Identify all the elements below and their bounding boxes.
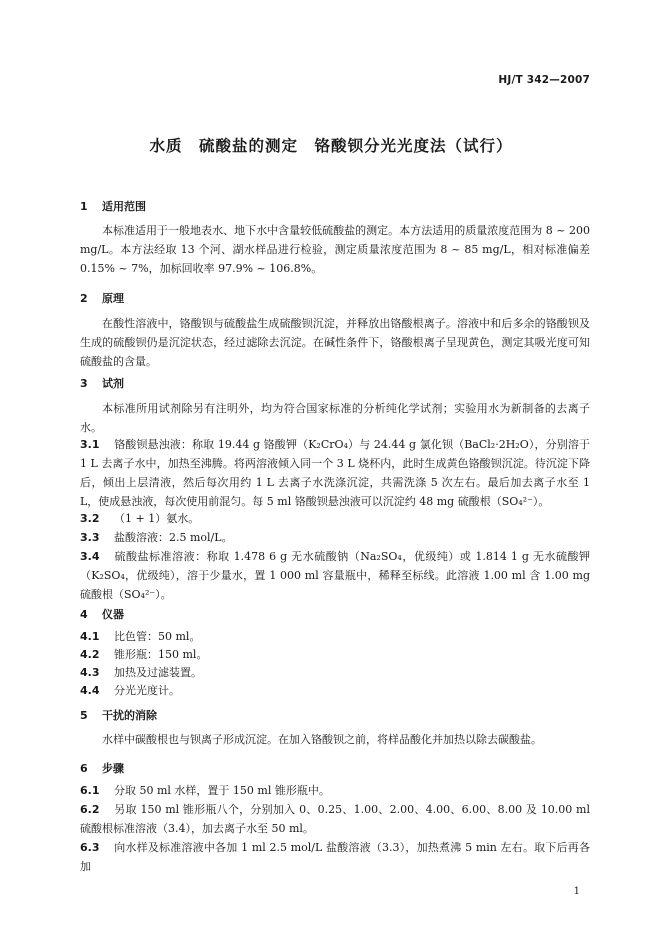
section-title: 试剂 [102, 377, 124, 390]
clause-4-2 [80, 645, 590, 664]
section-number: 2 [80, 292, 88, 305]
clause-text: 分取 50 ml 水样，置于 150 ml 锥形瓶中。 [114, 784, 330, 797]
clause-4-3 [80, 663, 590, 682]
clause-number: 6.2 [80, 803, 100, 816]
clause-4-1 [80, 627, 590, 646]
clause-text: （1 + 1）氨水。 [114, 512, 200, 525]
section-number: 4 [80, 608, 88, 621]
clause-number: 6.1 [80, 784, 100, 797]
clause-6-3 [80, 838, 590, 876]
clause-number: 4.1 [80, 630, 100, 643]
clause-3-2 [80, 509, 590, 528]
clause-number: 3.2 [80, 512, 100, 525]
clause-text: 加热及过滤装置。 [114, 666, 202, 679]
clause-number: 6.3 [80, 841, 100, 854]
clause-text: 锥形瓶：150 ml。 [114, 648, 208, 661]
section-5-heading [80, 707, 157, 723]
clause-text: 比色管：50 ml。 [114, 630, 201, 643]
clause-number: 3.3 [80, 531, 100, 544]
clause-text: 向水样及标准溶液中各加 1 ml 2.5 mol/L 盐酸溶液（3.3），加热煮沸 5 min 左右。取下后再各加 [80, 841, 590, 873]
clause-number: 3.4 [80, 550, 100, 563]
section-title: 步骤 [102, 762, 124, 775]
clause-text: 另取 150 ml 锥形瓶八个，分别加入 0、0.25、1.00、2.00、4.00、6.00、8.00 及 10.00 ml 硫酸根标准溶液（3.4），加去离子水至 50 ml。 [80, 803, 590, 835]
clause-text: 铬酸钡悬浊液：称取 19.44 g 铬酸钾（K₂CrO₄）与 24.44 g 氯化钡（BaCl₂·2H₂O），分别溶于 1 L 去离子水中，加热至沸腾。将两溶液倾入同一个 3 L 烧杯内，此时生成黄色铬酸钡沉淀。待沉淀下降后，倾出上层清液，然后每次用约 1 L 去离子水洗涤沉淀，共需洗涤 5 次左右。最后加去离子水至 1 L，使成悬浊液，每次使用前混匀。每 5 ml 铬酸钡悬浊液可以沉淀约 48 mg 硫酸根（SO₄²⁻）。 [80, 438, 590, 508]
clause-number: 4.4 [80, 684, 100, 697]
section-3-paragraph: 本标准所用试剂除另有注明外，均为符合国家标准的分析纯化学试剂；实验用水为新制备的去离子水。 [80, 402, 590, 434]
clause-3-1 [80, 435, 590, 511]
section-title: 仪器 [102, 608, 124, 621]
section-number: 5 [80, 709, 88, 722]
section-title: 适用范围 [102, 200, 146, 213]
clause-number: 4.3 [80, 666, 100, 679]
section-1-paragraph: 本标准适用于一般地表水、地下水中含量较低硫酸盐的测定。本方法适用的质量浓度范围为 8 ~ 200 mg/L。本方法经取 13 个河、湖水样品进行检验，测定质量浓度范围为 8 ~ 85 mg/L，相对标准偏差 0.15% ~ 7%，加标回收率 97.9% ~ 106.8%。 [80, 224, 590, 275]
clause-text: 分光光度计。 [114, 684, 180, 697]
section-title: 原理 [102, 292, 124, 305]
section-5-paragraph: 水样中碳酸根也与钡离子形成沉淀。在加入铬酸钡之前，将样品酸化并加热以除去碳酸盐。 [102, 733, 542, 746]
document-title: 水质 硫酸盐的测定 铬酸钡分光光度法（试行） [149, 137, 513, 155]
clause-3-3 [80, 528, 590, 547]
section-4-heading [80, 606, 124, 622]
clause-text: 盐酸溶液：2.5 mol/L。 [114, 531, 233, 544]
section-6-heading [80, 760, 124, 776]
section-1-heading [80, 198, 146, 214]
section-number: 1 [80, 200, 88, 213]
page-number: 1 [573, 886, 580, 897]
section-2-paragraph: 在酸性溶液中，铬酸钡与硫酸盐生成硫酸钡沉淀，并释放出铬酸根离子。溶液中和后多余的铬酸钡及生成的硫酸钡仍是沉淀状态，经过滤除去沉淀。在碱性条件下，铬酸根离子呈现黄色，测定其吸光度可知硫酸盐的含量。 [80, 317, 590, 368]
section-number: 3 [80, 377, 88, 390]
clause-6-2 [80, 800, 590, 838]
section-2-heading [80, 290, 124, 306]
section-number: 6 [80, 762, 88, 775]
section-3-heading [80, 375, 124, 391]
clause-number: 3.1 [80, 438, 100, 451]
clause-text: 硫酸盐标准溶液：称取 1.478 6 g 无水硫酸钠（Na₂SO₄，优级纯）或 1.814 1 g 无水硫酸钾（K₂SO₄，优级纯），溶于少量水，置 1 000 ml 容量瓶中，稀释至标线。此溶液 1.00 ml 含 1.00 mg 硫酸根（SO₄²⁻）。 [80, 550, 590, 601]
clause-3-4 [80, 547, 590, 604]
clause-6-1 [80, 781, 590, 800]
section-title: 干扰的消除 [102, 709, 157, 722]
standard-code: HJ/T 342—2007 [498, 74, 590, 86]
clause-number: 4.2 [80, 648, 100, 661]
clause-4-4 [80, 681, 590, 700]
